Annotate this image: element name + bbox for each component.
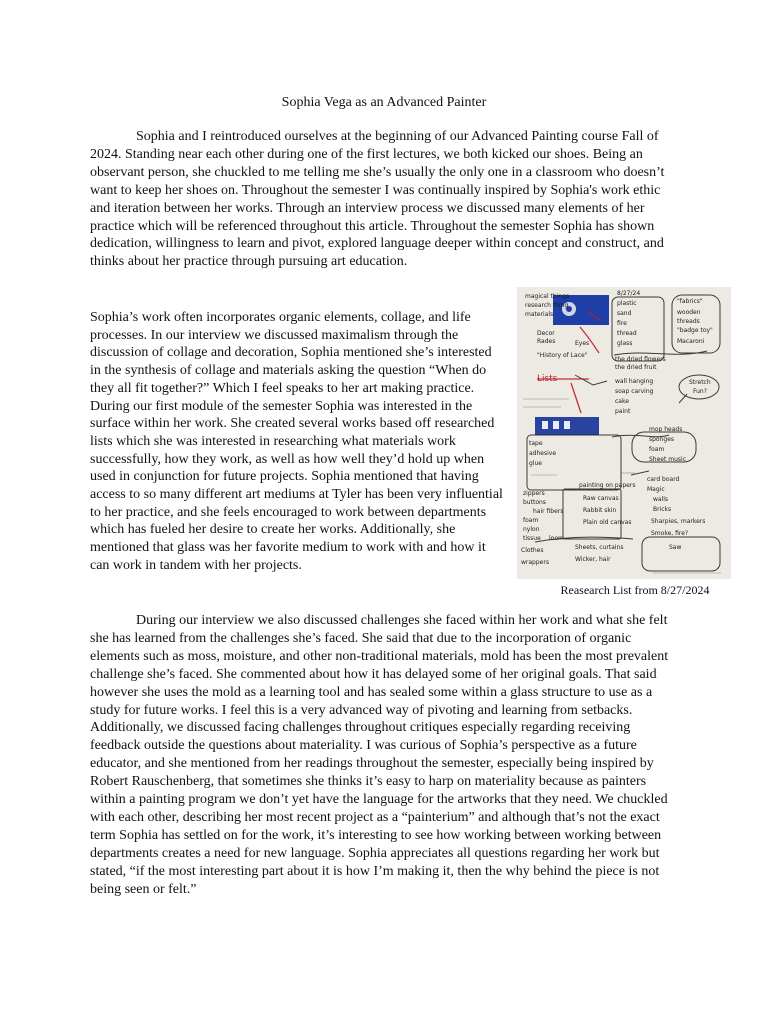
hw-left-8: Clothes [521,547,544,554]
hw-date: 8/27/24 [617,290,641,297]
hw-material-5: glass [617,340,633,347]
hw-right-9: Saw [669,544,682,551]
hw-lists: Lists [537,374,558,384]
hw-fabric-3: threads [677,318,700,325]
figure-caption: Reasearch List from 8/27/2024 [560,583,710,597]
hw-left-6: tissue [523,535,541,542]
hw-pile-top-3: materials [525,311,554,318]
document-title: Sophia Vega as an Advanced Painter [281,95,487,110]
hw-flower-2: the dried fruit [615,364,657,371]
hw-right-6: Smoke, fire? [651,530,689,537]
hw-collage-1: Raw canvas [583,495,619,502]
hw-box-title: painting on papers [579,482,636,489]
hw-material-1: plastic [617,300,637,307]
hw-right-3: walls [653,496,669,503]
hw-tape-3: glue [529,460,542,467]
hw-material-4: thread [617,330,637,337]
hw-left-5: nylon [523,526,540,533]
hw-fabric-5: Macaroni [677,338,705,345]
hw-right-2: Magic [647,486,665,493]
paragraph-intro: Sophia and I reintroduced ourselves at the beginning of our Advanced Painting course Fall of 2024. Standing near each other during one of the first lectures, we both kicked our shoes. Being an observant person, she chuckled to me telling me she’s usually the only one in a classroom who doesn’t want to keep her shoes on. Throughout the semester I was continually inspired by Sophia's work ethic and iteration between her works. Through an interview process we discussed many elements of her practice which will be referenced throughout this article. Throughout the semester Sophia has shown dedication, willingness to learn and pivot, explored language deeper within concept and construct, and thinks about her practice through pursuing art education. [90,129,665,270]
hw-bubble-2: Fun? [693,388,707,395]
hw-tape-2: adhesive [529,450,557,457]
hw-middle-1: wall hanging [615,378,654,385]
hw-material-2: sand [617,310,632,317]
hw-right-8: Wicker, hair [575,556,611,563]
hw-middle-2: soap carving [615,388,654,395]
hw-right-7: Sheets, curtains [575,544,624,551]
hw-collage-2: Rabbit skin [583,507,617,514]
hw-left-4: foam [523,517,539,524]
hw-misc-4: Sheet music [649,456,686,463]
hw-material-3: fire [617,320,627,327]
hw-middle-4: paint [615,408,631,415]
hw-left-9: wrappers [521,559,549,566]
hw-fabric-2: wooden [677,309,701,316]
hw-bubble-1: Stretch [689,379,711,386]
hw-pile-top-2: research thing [525,302,569,309]
paragraph-practice: Sophia’s work often incorporates organic elements, collage, and life processes. In our interview we discussed maximalism through the discussion of collage and decoration, Sophia mentioned she’s interested in the synthesis of collage and materials asking the question “When do they all fit together?” Which I feel speaks to her art making practice. During our first module of the semester Sophia was interested in the surface within her work. She created several works based off researched lists which she was interested in researching what materials work successfully, how they work, as well as how well they’d hold up when used in conjunction for future projects. Sophia mentioned that having access to so many different art mediums at Tyler has been very influential to her practice, and she feels encouraged to work between departments which has fueled her desire to create her works. Additionally, she mentioned that glass was her favorite medium to work with and how it can work in tandem with her projects. [90,310,503,573]
hw-tape-1: tape [529,440,543,447]
hw-left-1: zippers [523,490,545,497]
hw-collage-3: Plain old canvas [583,519,632,526]
hw-center-1: Decor [537,330,555,337]
hw-middle-3: cake [615,398,629,405]
paragraph-challenges: During our interview we also discussed challenges she faced within her work and what she felt she has learned from the challenges she’s faced. She said that due to the incorporation of organic elements such as moss, moisture, and other non-traditional materials, mold has been the most prevalent challenge she’s faced. She commented about how it has delayed some of her original goals. That said however she uses the mold as a learning tool and has sealed some within a glass structure to use as a study for future works. I feel this is a very advanced way of pivoting and learning from setbacks. Additionally, we discussed facing challenges throughout critiques especially regarding receiving feedback outside the questions about materiality. I was curious of Sophia’s perspective as a future educator, and she mentioned from her readings throughout the semester, especially being inspired by Robert Rauschenberg, that sometimes she thinks it’s easy to harp on materiality because as painters within a painting program we don’t yet have the language for the artworks that they need. We chuckled with each other, describing her most recent project as a “painterium” and although that’s not the exact term Sophia has settled on for the work, it’s interesting to see how working between working between departments creates a need for new language. Sophia appreciates all questions regarding her work but stated, “if the most interesting part about it is how I’m making it, then the why behind the piece is not being seen or felt.” [90,613,669,897]
hw-right-4: Bricks [653,506,672,513]
hw-misc-3: foam [649,446,665,453]
hw-pile-top-1: magical things [525,293,570,300]
hw-misc-1: mop heads [649,426,683,433]
hw-misc-2: sponges [649,436,675,443]
hw-center-3: Eyes [575,340,590,347]
hw-left-3: hair fibers [533,508,564,515]
hw-center-4: "History of Lace" [537,352,588,359]
research-list-photo [517,287,731,579]
hw-left-2: buttons [523,499,546,506]
hw-flower-1: the dried flowers [615,356,666,363]
hw-left-7: loom [549,535,564,542]
hw-fabric-1: "fabrics" [677,298,703,305]
hw-fabric-4: "badge toy" [677,327,713,334]
hw-center-2: Rades [537,338,556,345]
hw-right-1: card board [647,476,680,483]
hw-right-5: Sharpies, markers [651,518,706,525]
